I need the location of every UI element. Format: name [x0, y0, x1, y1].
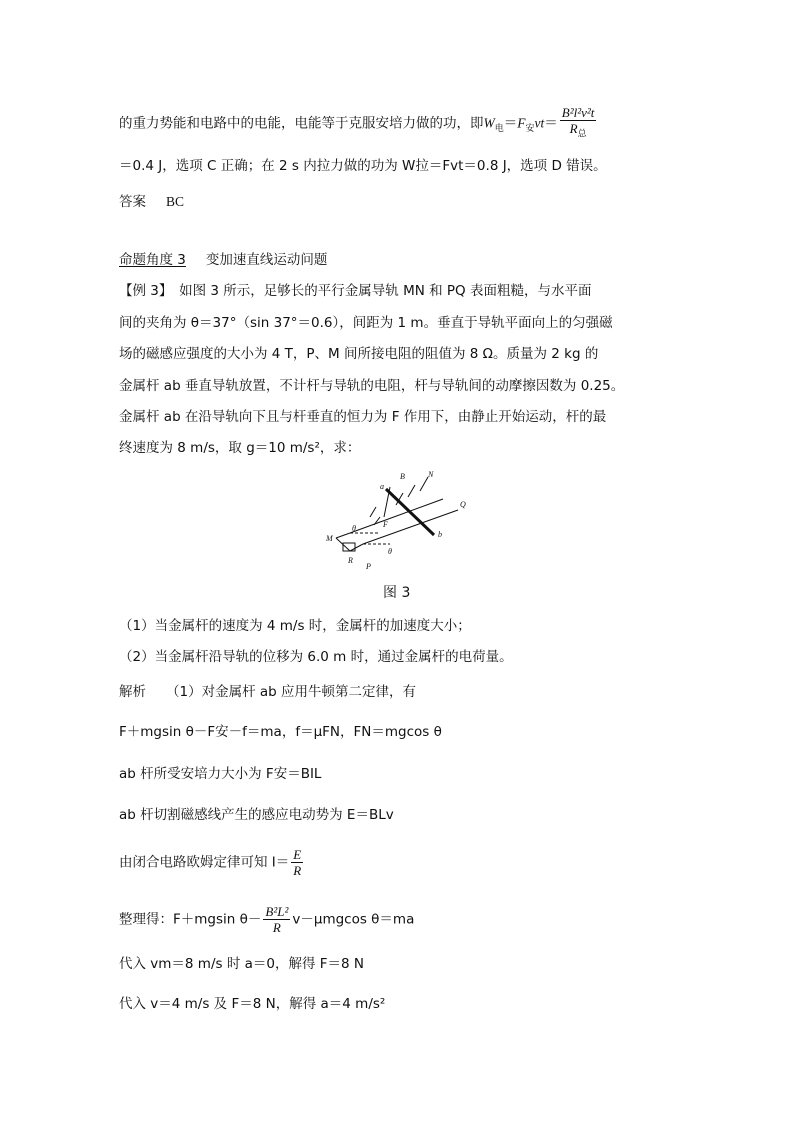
energy-denominator-sub: 总 — [577, 128, 587, 139]
force-denominator: R — [272, 920, 281, 935]
rail-m-end — [336, 533, 350, 538]
eq-sign-1: ＝ — [503, 115, 518, 132]
example-line-3: 场的磁感应强度的大小为 4 T，P、M 间所接电阻的阻值为 8 Ω。质量为 2 kg 的 — [119, 346, 599, 362]
label-n: N — [428, 470, 434, 479]
p1-line — [119, 105, 598, 142]
force-fraction — [263, 904, 290, 935]
question-1: （1）当金属杆的速度为 4 m/s 时，金属杆的加速度大小； — [119, 618, 471, 634]
solution-eq-1: F＋mgsin θ－F安－f＝ma，f＝μFN，FN＝mgcos θ — [119, 724, 442, 740]
question-2: （2）当金属杆沿导轨的位移为 6.0 m 时，通过金属杆的电荷量。 — [119, 649, 513, 665]
rail-diagram — [318, 465, 478, 577]
label-theta-1: θ — [352, 524, 356, 533]
label-theta-2: θ — [388, 547, 392, 556]
f-subscript: 安 — [525, 123, 535, 134]
solution-eq-5-post: v－μmgcos θ＝ma — [292, 911, 415, 928]
angle-title: 变加速直线运动问题 — [205, 252, 328, 268]
solution-eq-5 — [119, 904, 414, 935]
vt-symbol: vt — [534, 115, 545, 131]
solution-eq-3: ab 杆切割磁感线产生的感应电动势为 E＝BLv — [119, 807, 394, 823]
angle-label: 命题角度 3 — [119, 252, 186, 268]
metal-rod — [386, 489, 434, 535]
energy-fraction — [560, 105, 597, 142]
label-a: a — [380, 482, 384, 491]
force-arrow — [374, 517, 380, 525]
label-b: B — [400, 472, 405, 481]
example-line-6: 终速度为 8 m/s，取 g＝10 m/s²，求： — [119, 440, 361, 456]
figure-caption: 图 3 — [383, 585, 411, 601]
angle-heading — [119, 250, 327, 270]
answer-value: BC — [166, 194, 185, 209]
ohm-fraction — [291, 847, 303, 878]
label-f: F — [383, 520, 388, 529]
solution-eq-4 — [119, 847, 305, 878]
force-numerator: B²L² — [265, 904, 289, 919]
example-line-2: 间的夹角为 θ＝37°（sin 37°＝0.6），间距为 1 m。垂直于导轨平面向上的匀强磁 — [119, 315, 613, 331]
answer-label: 答案 — [119, 194, 146, 210]
solution-eq-7: 代入 v＝4 m/s 及 F＝8 N，解得 a＝4 m/s² — [119, 996, 386, 1012]
ohm-numerator: E — [293, 847, 302, 862]
example-line-4: 金属杆 ab 垂直导轨放置，不计杆与导轨的电阻，杆与导轨间的动摩擦因数为 0.25。 — [119, 378, 625, 394]
label-q: Q — [460, 500, 466, 509]
solution-eq-2: ab 杆所受安培力大小为 F安＝BIL — [119, 766, 322, 782]
solution-eq-6: 代入 vm＝8 m/s 时 a＝0，解得 F＝8 N — [119, 956, 365, 972]
solution-eq-4-text: 由闭合电路欧姆定律可知 I＝ — [119, 854, 290, 871]
answer-line — [119, 192, 184, 212]
eq-sign-2: ＝ — [544, 115, 558, 132]
energy-denominator-r: R — [569, 121, 578, 136]
solution-label: 解析 — [119, 684, 146, 700]
solution-intro-text: （1）对金属杆 ab 应用牛顿第二定律，有 — [166, 684, 417, 700]
label-b-end: b — [438, 530, 442, 539]
resistor-lead-p — [350, 544, 363, 551]
p1-text: 的重力势能和电路中的电能，电能等于克服安培力做的功，即 — [119, 115, 484, 132]
solution-eq-5-pre: 整理得：F＋mgsin θ－ — [119, 911, 262, 928]
field-line-n — [420, 477, 428, 491]
f-symbol: F — [517, 115, 526, 131]
field-line-1 — [370, 507, 376, 517]
label-p: P — [366, 562, 371, 571]
energy-numerator: B²l²v²t — [561, 105, 595, 120]
rail-pq — [363, 510, 458, 544]
w-subscript: 电 — [494, 123, 504, 134]
example-line-1: 【例 3】 如图 3 所示，足够长的平行金属导轨 MN 和 PQ 表面粗糙，与水平面 — [119, 283, 592, 299]
ohm-denominator: R — [293, 863, 302, 878]
energy-denominator — [568, 121, 589, 142]
field-line-3 — [408, 485, 415, 497]
w-symbol: W — [483, 115, 495, 131]
label-r: R — [348, 556, 353, 565]
p2-line: ＝0.4 J，选项 C 正确；在 2 s 内拉力做的功为 W拉＝Fvt＝0.8 J，选项 D 错误。 — [119, 158, 607, 174]
example-line-5: 金属杆 ab 在沿导轨向下且与杆垂直的恒力为 F 作用下，由静止开始运动，杆的最 — [119, 409, 607, 425]
label-m: M — [326, 534, 333, 543]
solution-intro — [119, 682, 416, 702]
